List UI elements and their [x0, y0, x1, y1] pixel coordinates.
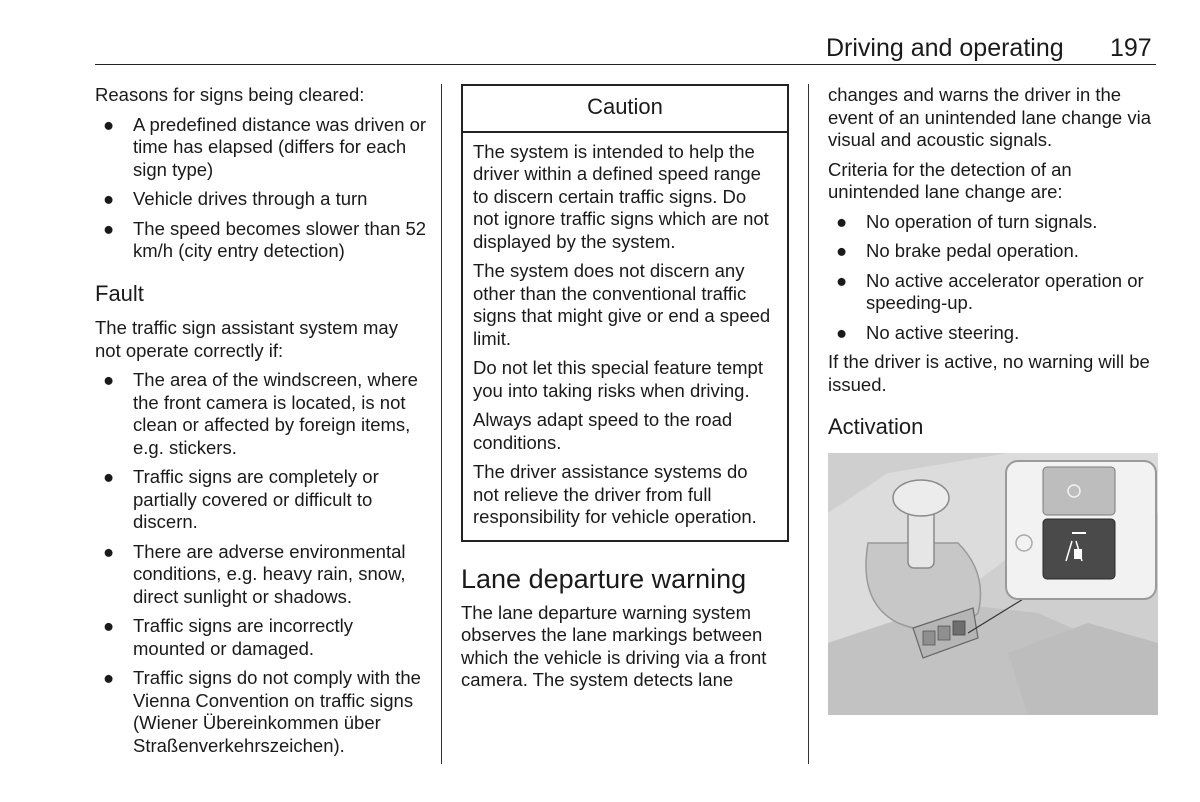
- fault-heading: Fault: [95, 280, 144, 306]
- list-item: ● There are adverse environmental conditions, e.g. heavy rain, snow, direct sunlight or shadows.: [103, 540, 406, 607]
- column-right: [828, 84, 1156, 715]
- console-drawing: [828, 453, 1158, 715]
- list-item: ● Traffic signs do not comply with the Vienna Convention on traffic signs (Wiener Übereinkommen über Straßenverkehrszeichen).: [103, 667, 421, 756]
- bullet-icon: ●: [836, 321, 848, 343]
- list-item: ● The area of the windscreen, where the front camera is located, is not clean or affected by foreign items, e.g. stickers.: [103, 369, 418, 458]
- bullet-icon: ●: [103, 188, 115, 209]
- caution-paragraph: The system is intended to help the driver within a defined speed range to discern certain traffic signs. Do not ignore traffic signs which are not displayed by the system.: [473, 140, 769, 252]
- activation-heading: Activation: [828, 414, 924, 439]
- bullet-icon: ●: [103, 615, 115, 636]
- bullet-icon: ●: [836, 210, 848, 232]
- caution-title: Caution: [463, 86, 787, 133]
- caution-paragraph: The system does not discern any other than the conventional traffic signs that might give or end a speed limit.: [473, 260, 771, 349]
- column-middle: [461, 84, 789, 699]
- bullet-icon: ●: [103, 217, 115, 239]
- list-item: ● Traffic signs are incorrectly mounted or damaged.: [103, 615, 354, 659]
- bullet-icon: ●: [103, 540, 115, 562]
- driver-active-note: If the driver is active, no warning will be issued.: [828, 351, 1150, 395]
- list-item: ● Vehicle drives through a turn: [103, 188, 368, 209]
- fault-list: [95, 369, 427, 757]
- column-divider-left: [441, 84, 442, 764]
- list-item: ● A predefined distance was driven or time has elapsed (differs for each sign type): [103, 113, 427, 180]
- bullet-icon: ●: [836, 269, 848, 291]
- caution-paragraph: Do not let this special feature tempt you into taking risks when driving.: [473, 357, 763, 401]
- list-item: ● The speed becomes slower than 52 km/h (city entry detection): [103, 217, 427, 261]
- list-item: ● No brake pedal operation.: [836, 240, 1079, 261]
- column-divider-right: [808, 84, 809, 764]
- bullet-icon: ●: [103, 113, 115, 135]
- list-item: ● No operation of turn signals.: [836, 210, 1098, 232]
- bullet-icon: ●: [103, 667, 115, 688]
- list-item: ● Traffic signs are completely or partially covered or difficult to discern.: [103, 466, 379, 532]
- lane-departure-paragraph: The lane departure warning system observes the lane markings between which the vehicle is driving via a front camera. The system detects lane: [461, 601, 767, 690]
- page-number: 197: [1110, 34, 1152, 62]
- column-left: [95, 84, 427, 764]
- caution-paragraph: Always adapt speed to the road conditions.: [473, 409, 733, 453]
- header-divider: [95, 64, 1156, 65]
- bullet-icon: ●: [836, 240, 848, 261]
- criteria-intro: Criteria for the detection of an unintended lane change are:: [828, 158, 1072, 202]
- list-item: ● No active steering.: [836, 321, 1020, 343]
- lane-departure-heading: Lane departure warning: [461, 563, 747, 594]
- caution-box: [461, 84, 789, 542]
- bullet-icon: ●: [103, 369, 115, 390]
- criteria-list: [828, 211, 1156, 345]
- bullet-icon: ●: [103, 466, 115, 487]
- reasons-intro: Reasons for signs being cleared:: [95, 84, 365, 105]
- running-header-title: Driving and operating: [826, 34, 1064, 62]
- continued-paragraph: changes and warns the driver in the event of an unintended lane change via visual and acoustic signals.: [828, 84, 1151, 150]
- reasons-list: [95, 114, 427, 263]
- fault-intro: The traffic sign assistant system may not operate correctly if:: [95, 317, 398, 361]
- list-item: ● No active accelerator operation or speeding-up.: [836, 269, 1144, 313]
- caution-paragraph: The driver assistance systems do not relieve the driver from full responsibility for vehicle operation.: [473, 461, 757, 527]
- center-console-illustration: [828, 453, 1158, 715]
- caution-body: [463, 133, 787, 540]
